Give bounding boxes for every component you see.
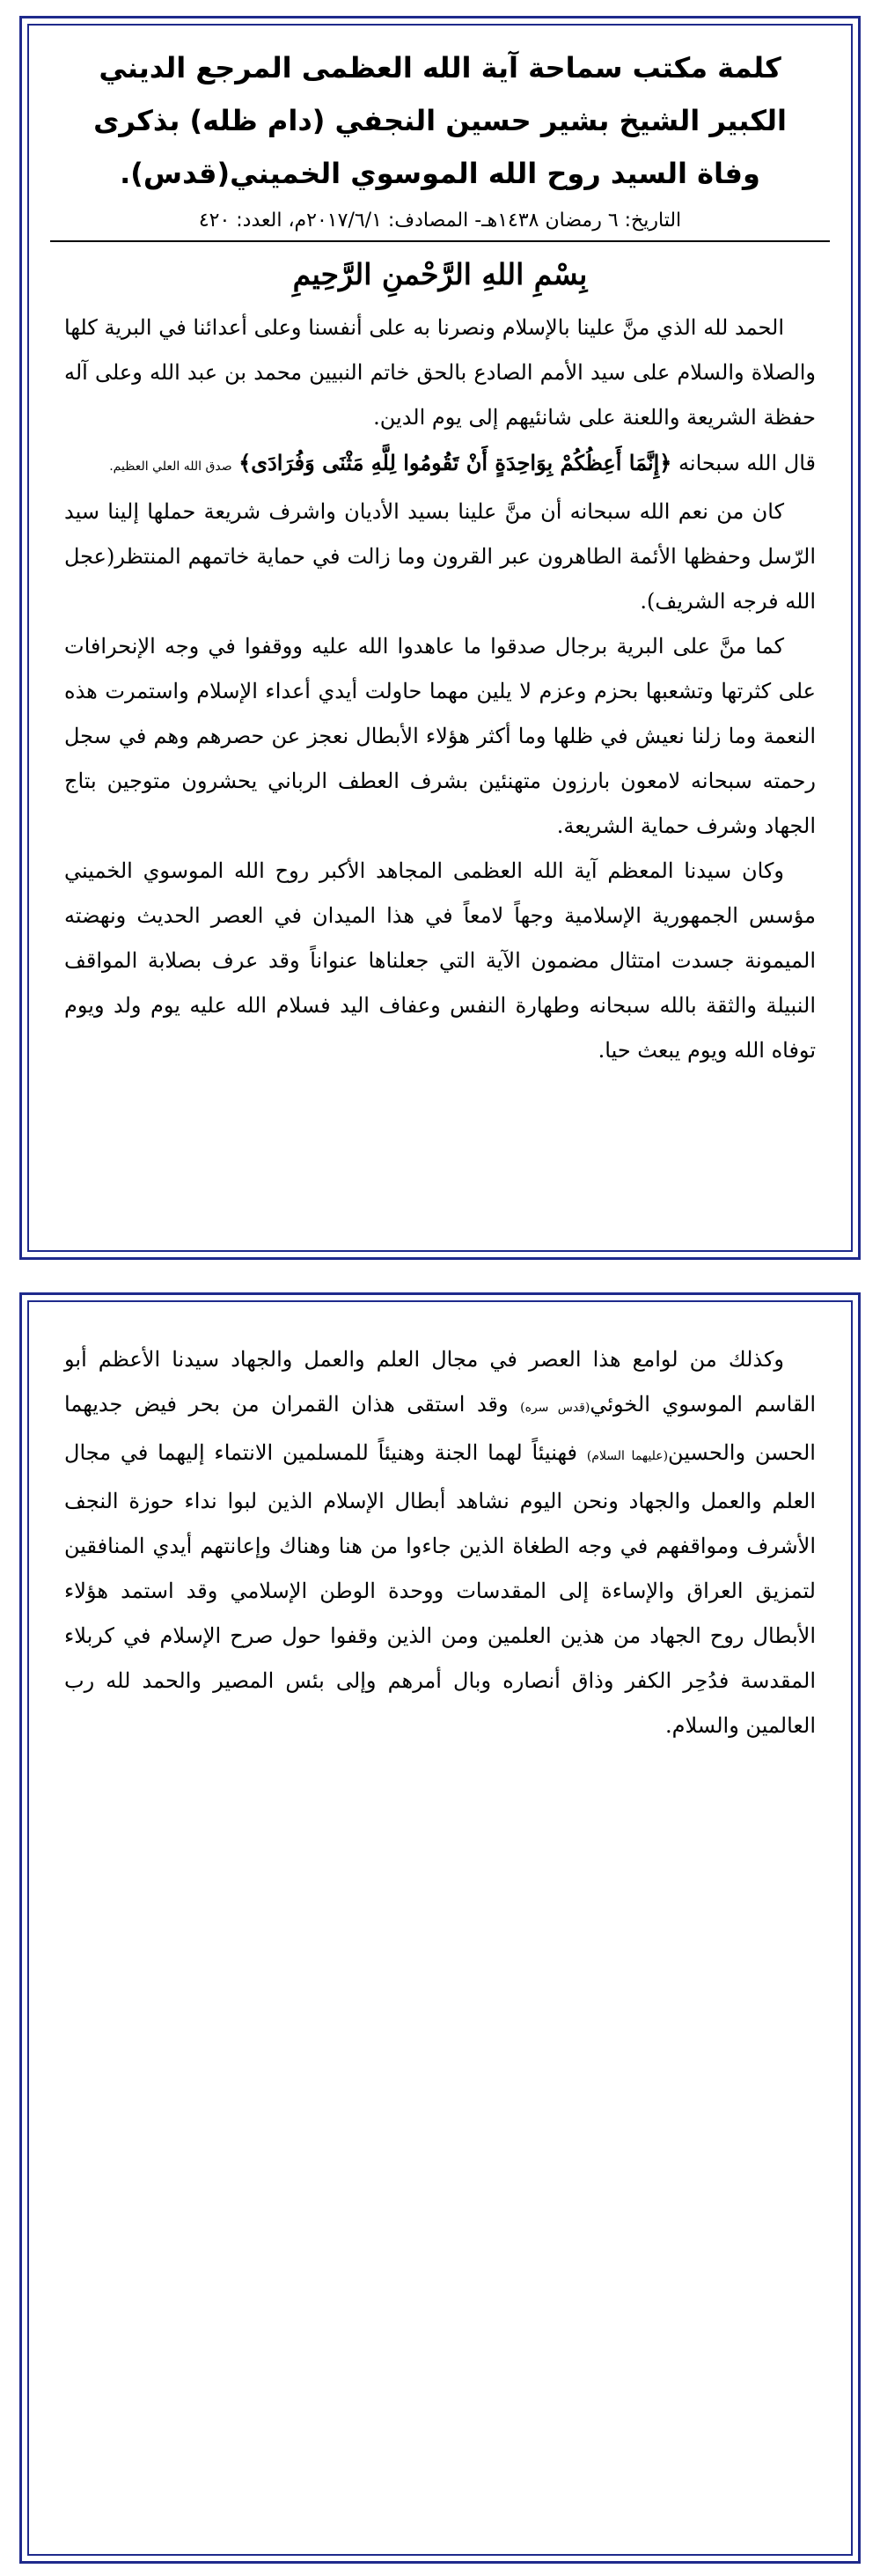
document-title: كلمة مكتب سماحة آية الله العظمى المرجع الديني الكبير الشيخ بشير حسين النجفي (دام ظله) بذكرى وفاة السيد روح الله الموسوي الخميني(قدس). bbox=[93, 51, 787, 190]
page-2-body bbox=[29, 1302, 851, 1748]
verse-attribution: صدق الله العلي العظيم. bbox=[109, 460, 232, 474]
paragraph-3: كان من نعم الله سبحانه أن منَّ علينا بسيد الأديان واشرف شريعة حملها إلينا سيد الرّسل وحفظها الأئمة الطاهرون عبر القرون وما زالت في حماية خاتمهم المنتظر(عجل الله فرجه الشريف). bbox=[64, 499, 817, 614]
honorific-note-1: (قدس سره) bbox=[520, 1401, 590, 1415]
paragraph-4: كما منَّ على البرية برجال صدقوا ما عاهدوا الله عليه ووقفوا في وجه الإنحرافات على كثرتها وتشعبها بحزم وعزم لا يلين مهما حاولت أيدي أعداء الإسلام واستمرت هذه النعمة وما زلنا نعيش في ظلها وما أكثر هؤلاء الأبطال نعجز عن حصرهم وهم في سجل رحمته سبحانه لامعون بارزون متهنئين بشرف العطف الرباني يحشرون متوجين بتاج الجهاد وشرف حماية الشريعة. bbox=[64, 634, 816, 838]
quran-verse: ﴿إِنَّمَا أَعِظُكُمْ بِوَاحِدَةٍ أَنْ تَقُومُوا لِلَّهِ مَثْنَى وَفُرَادَى﴾ bbox=[238, 450, 672, 475]
paragraph-5: وكان سيدنا المعظم آية الله العظمى المجاهد الأكبر روح الله الموسوي الخميني مؤسس الجمهورية الإسلامية وجهاً لامعاً في هذا الميدان في العصر الحديث ونهضته الميمونة جسدت امتثال مضمون الآية التي جعلناها عنواناً وقد عرف بصلابة المواقف النبيلة والثقة بالله سبحانه وطهارة النفس وعفاف اليد فسلام الله عليه يوم ولد ويوم توفاه الله ويوم يبعث حيا. bbox=[64, 858, 816, 1063]
paragraph-6 bbox=[64, 1337, 816, 1748]
page-1 bbox=[19, 16, 861, 1260]
dateline: التاريخ: ٦ رمضان ١٤٣٨هـ- المصادف: ٢٠١٧/٦/١م، العدد: ٤٢٠ bbox=[50, 207, 830, 242]
honorific-note-2: (عليهما السلام) bbox=[586, 1449, 669, 1463]
page-1-body bbox=[29, 305, 851, 1073]
page-1-frame bbox=[27, 24, 853, 1252]
verse-intro: قال الله سبحانه bbox=[678, 451, 816, 475]
paragraph-1: الحمد لله الذي منَّ علينا بالإسلام ونصرنا به على أنفسنا وعلى أعدائنا في البرية كلها والصلاة والسلام على سيد الأمم الصادع بالحق خاتم النبيين محمد بن عبد الله وعلى آله حفظة الشريعة واللعنة على شانئيهم إلى يوم الدين. bbox=[64, 315, 816, 430]
basmala: بِسْمِ اللهِ الرَّحْمنِ الرَّحِيمِ bbox=[292, 257, 588, 291]
paragraph-2 bbox=[64, 440, 816, 489]
paragraph-6-part-c: فهنيئاً لهما الجنة وهنيئاً للمسلمين الانتماء إليهما في مجال العلم والعمل والجهاد ونحن اليوم نشاهد أبطال الإسلام الذين لبوا نداء حوزة النجف الأشرف ومواقفهم في وجه الطغاة الذين جاءوا من هنا وهناك وإعانتهم أيدي المنافقين لتمزيق العراق والإساءة إلى المقدسات ووحدة الوطن الإسلامي وقد استمد هؤلاء الأبطال روح الجهاد من هذين العلمين ومن الذين وقفوا حول صرح الإسلام في كربلاء المقدسة فدُحِر الكفر وذاق أنصاره وبال أمرهم وإلى بئس المصير والحمد لله رب العالمين والسلام. bbox=[64, 1440, 816, 1738]
page-2-frame bbox=[27, 1300, 853, 2556]
page-2 bbox=[19, 1292, 861, 2564]
paragraph-6-part-a: وكذلك من لوامع هذا العصر في مجال العلم والعمل والجهاد سيدنا الأعظم أبو القاسم الموسوي الخوئي bbox=[64, 1347, 817, 1417]
paragraph-6-part-b: وقد استقى هذان القمران من بحر فيض جديهما الحسن والحسين bbox=[64, 1392, 816, 1465]
